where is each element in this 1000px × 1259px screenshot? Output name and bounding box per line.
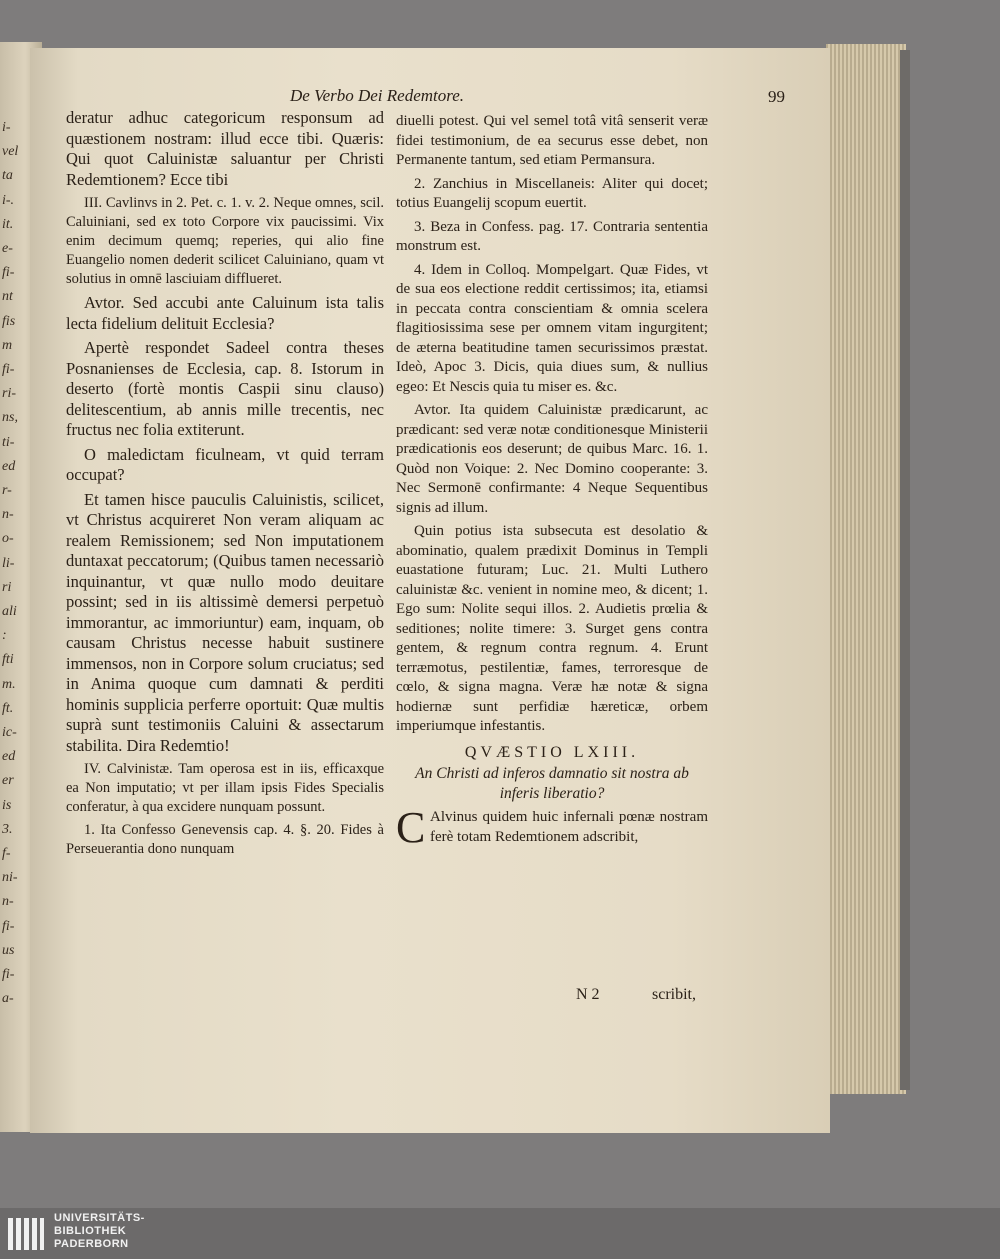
prev-page-fragment: ali xyxy=(2,604,17,619)
prev-page-fragment: ed xyxy=(2,458,16,474)
paragraph: 1. Ita Confesso Genevensis cap. 4. §. 20. Fides à Perseuerantia dono nunquam xyxy=(66,822,384,857)
library-line: BIBLIOTHEK xyxy=(54,1225,127,1237)
prev-page-fragment: us xyxy=(2,942,15,958)
prev-page-fragment: m xyxy=(2,337,13,353)
page-number: 99 xyxy=(768,87,785,106)
library-line: UNIVERSITÄTS- xyxy=(54,1212,145,1224)
page-shadow xyxy=(900,50,910,1090)
paragraph: Avtor. Sed accubi ante Caluinum ista talis lecta fidelium delituit Ecclesia? xyxy=(66,293,384,333)
prev-page-fragment: nt xyxy=(2,289,13,305)
drop-cap: C xyxy=(396,803,426,852)
prev-page-fragment: fi- xyxy=(2,967,15,982)
paragraph: 4. Idem in Colloq. Mompelgart. Quæ Fides, vt de sua eos electione reddit certissimos; ita, etiamsi in peccata contra conscientiam & omnia scelera flagitiosissima sese per omnem vitam ingurgitent; de æterna beatitudine tamen securissimos præstat. Ideò, Apoc 3. Dicis, quia diues sum, & nullius egeo: Et Nescis quia tu miser es. &c. xyxy=(396,261,708,395)
prev-page-fragment: fti xyxy=(2,652,14,668)
catchword: scribit, xyxy=(652,986,696,1003)
paragraph: Apertè respondet Sadeel contra theses Posnanienses de Ecclesia, cap. 8. Istorum in deserto (fortè montis Caspii sinu clauso) delitescentium, ab annis mille trecentis, nec fructus nec folia extiterunt. xyxy=(66,338,384,439)
paragraph: deratur adhuc categoricum responsum ad quæstionem nostram: illud ecce tibi. Quæris: Qui quot Caluinistæ saluantur per Christi Redemtionem? Ecce tibi xyxy=(66,108,384,189)
running-head: De Verbo Dei Redemtore. xyxy=(290,86,465,105)
paragraph: Quin potius ista subsecuta est desolatio & abominatio, qualem prædixit Dominus in Templi euastatione futuram; Luc. 21. Multi Luthero caluinistæ &c. venient in nomine meo, & dicent; 1. Ego sum: Nolite sequi illos. 2. Audietis prœlia & seditiones; nolite timere: 3. Surget gens contra gentem, & regnum contra regnum. 4. Erunt terræmotus, pestilentiæ, fames, terroresque de cœlo, & signa magna. Veræ hæ notæ & signa hodiernæ sunt perfidiæ hæreticæ, orbem imperiumque infestantis. xyxy=(396,523,708,734)
prev-page-fragment: e- xyxy=(2,241,13,256)
prev-page-fragment: ft. xyxy=(2,700,14,716)
prev-page-fragment: fis xyxy=(2,313,16,329)
prev-page-fragment: is xyxy=(2,797,12,813)
signature-mark: N 2 xyxy=(576,986,600,1003)
prev-page-fragment: n- xyxy=(2,894,14,910)
prev-page-fragment: r- xyxy=(2,483,12,498)
prev-page-fragment: o- xyxy=(2,531,14,547)
prev-page-fragment: ri xyxy=(2,579,12,595)
paragraph: 2. Zanchius in Miscellaneis: Aliter qui docet; totius Euangelij scopum euertit. xyxy=(396,175,708,211)
library-name xyxy=(54,1212,145,1251)
prev-page-fragment: fi- xyxy=(2,265,15,281)
prev-page-fragment: it. xyxy=(2,216,14,232)
prev-page-fragment: f- xyxy=(2,846,11,861)
paragraph: III. Cavlinvs in 2. Pet. c. 1. v. 2. Neque omnes, scil. Caluiniani, sed ex toto Corpore vix paucissimi. Vix enim decimum quemq; reperies, qui alio fine Euangelio nomen dederit scilicet Caluiniano, quam vt solutius in omnē lasciuiam difflueret. xyxy=(66,195,384,287)
paragraph: Et tamen hisce pauculis Caluinistis, scilicet, vt Christus acquireret Non veram aliquam ac realem Remissionem; sed Non imputationem duntaxat peccatorum; (Quibus tamen necessariò inquinantur, vt quæ nullo modo deuitare possint; sed in iis altissimè demersi perpetuò immorantur, ac immoriuntur) eam, inquam, ob causam Christus necesse habuit sustinere immensos, non in Corpore solum cruciatus; sed in Anima quoque cum damnati & perditi hominis supplicia perferre oportuit: Quæ multis suprà sunt testimoniis Caluini & assectarum stabilita. Dira Redemtio! xyxy=(66,489,384,755)
paragraph: O maledictam ficulneam, vt quid terram occupat? xyxy=(66,444,384,484)
right-column xyxy=(396,112,708,851)
prev-page-fragment: ns, xyxy=(2,410,18,426)
prev-page-fragment: : xyxy=(2,628,7,644)
library-logo-icon xyxy=(6,1214,46,1254)
prev-page-fragment: i-. xyxy=(2,192,15,208)
opening-text: Alvinus quidem huic infernali pœnæ nostram ferè totam Redemtionem adscribit, xyxy=(430,809,708,845)
question-subtitle: An Christi ad inferos damnatio sit nostra ab inferis liberatio? xyxy=(415,765,689,802)
prev-page-fragment: m. xyxy=(2,676,16,692)
prev-page-fragment: li- xyxy=(2,555,15,571)
prev-page-fragment: ni- xyxy=(2,870,18,886)
library-line: PADERBORN xyxy=(54,1238,129,1250)
question-heading: QVÆSTIO LXIII. xyxy=(464,743,640,761)
prev-page-fragment: ti- xyxy=(2,434,15,450)
prev-page-fragment: ta xyxy=(2,168,13,184)
prev-page-fragment: ed xyxy=(2,749,16,765)
left-column xyxy=(66,108,384,863)
prev-page-fragment: fi- xyxy=(2,362,15,377)
prev-page-fragment: ri- xyxy=(2,386,16,402)
prev-page-fragment: a- xyxy=(2,991,14,1007)
page-stack-edge xyxy=(826,44,906,1094)
prev-page-fragment: i- xyxy=(2,120,11,135)
paragraph: IV. Calvinistæ. Tam operosa est in iis, efficaxque ea Non imputatio; vt per illam ipsis Fides Specialis conferatur, à qua excidere nunquam possunt. xyxy=(66,761,384,815)
paragraph: Avtor. Ita quidem Caluinistæ prædicarunt, ac prædicant: sed veræ notæ conditionesque Ministerii prædicationis eos deserunt; de quibus Marc. 16. 1. Quòd non Voique: 2. Nec Domino cooperante: 3. Nec Sermonē confirmante: 4 Neque Sequentibus signis ad illum. xyxy=(396,402,708,516)
library-footer xyxy=(0,1208,1000,1259)
paragraph: diuelli potest. Qui vel semel totâ vitâ senserit veræ fidei testimonium, de ea securus esse debet, non Permanente tantum, sed etiam Permansura. xyxy=(396,113,708,168)
prev-page-fragment: vel xyxy=(2,144,19,160)
prev-page-fragment: fi- xyxy=(2,918,15,934)
prev-page-fragment: ic- xyxy=(2,725,17,740)
prev-page-fragment: er xyxy=(2,773,14,789)
question-opening xyxy=(396,803,708,852)
prev-page-fragment: 3. xyxy=(2,821,13,837)
paragraph: 3. Beza in Confess. pag. 17. Contraria sententia monstrum est. xyxy=(396,218,708,254)
prev-page-fragment: n- xyxy=(2,507,14,523)
